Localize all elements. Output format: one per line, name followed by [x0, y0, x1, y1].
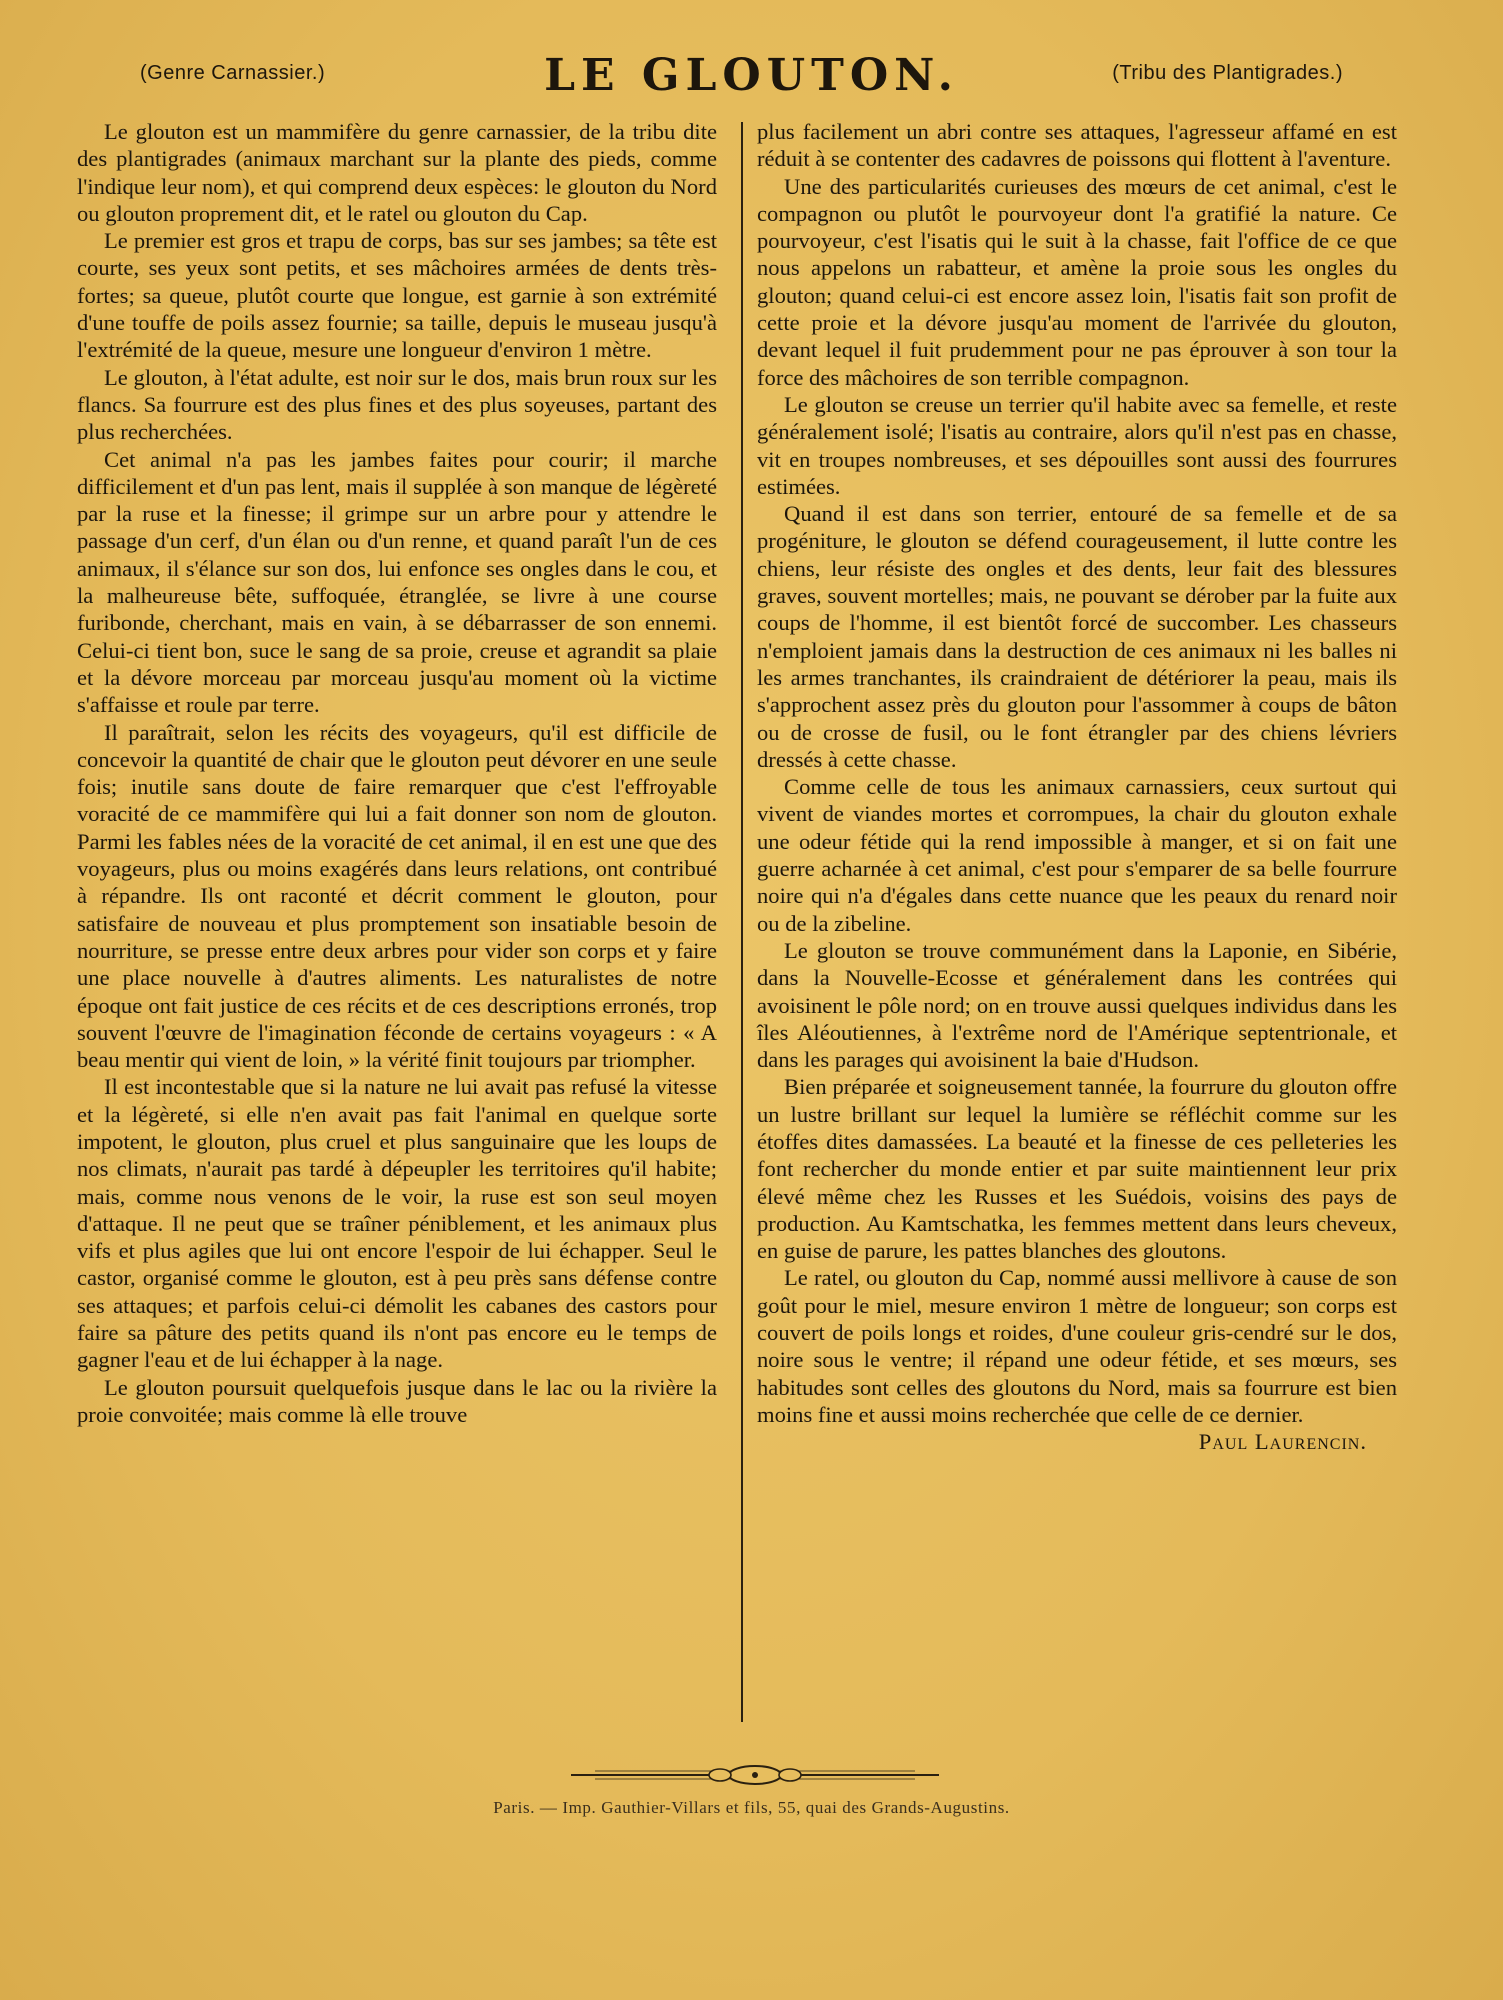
left-column — [77, 118, 717, 1428]
paragraph: Le premier est gros et trapu de corps, bas sur ses jambes; sa tête est courte, ses yeux sont petits, et ses mâchoires armées de dents très-fortes; sa queue, plutôt courte que longue, est garnie à son extrémité d'une touffe de poils assez fournie; sa taille, depuis le museau jusqu'à l'extrémité de la queue, mesure une longueur d'environ 1 mètre. — [77, 228, 717, 363]
imprint-line: Paris. — Imp. Gauthier-Villars et fils, 55, quai des Grands-Augustins. — [493, 1798, 1010, 1817]
paragraph: Le glouton se trouve communément dans la Laponie, en Sibérie, dans la Nouvelle-Ecosse et généralement dans les contrées qui avoisinent le pôle nord; on en trouve aussi quelques individus dans les îles Aléoutiennes, à l'extrême nord de l'Amérique septentrionale, et dans les parages qui avoisinent la baie d'Hudson. — [757, 937, 1397, 1073]
tribu-label: (Tribu des Plantigrades.) — [1112, 62, 1343, 84]
page-title: LE GLOUTON. — [544, 50, 959, 101]
paragraph: Comme celle de tous les animaux carnassiers, ceux surtout qui vivent de viandes mortes et corrompues, la chair du glouton exhale une odeur fétide qui la rend impossible à manger, et si on fait une guerre acharnée à cet animal, c'est pour s'emparer de sa belle fourrure noire qui n'a d'égales dans cette nuance que les peaux du renard noir ou de la zibeline. — [757, 774, 1397, 936]
paragraph — [757, 1264, 1397, 1455]
right-column — [757, 118, 1397, 1456]
paragraph: Le glouton se creuse un terrier qu'il habite avec sa femelle, et reste généralement isolé; l'isatis au contraire, alors qu'il n'est pas en chasse, vit en troupes nombreuses, et ses dépouilles sont aussi des fourrures estimées. — [757, 391, 1397, 499]
paragraph: Le glouton est un mammifère du genre carnassier, de la tribu dite des plantigrades (animaux marchant sur la plante des pieds, comme l'indique leur nom), et qui comprend deux espèces: le glouton du Nord ou glouton proprement dit, et le ratel ou glouton du Cap. — [77, 119, 717, 226]
paragraph: Bien préparée et soigneusement tannée, la fourrure du glouton offre un lustre brillant sur lequel la lumière se réfléchit comme sur les étoffes dites damassées. La beauté et la finesse de ces pelleteries les font rechercher du monde entier et par suite maintiennent leur prix élevé même chez les Russes et les Suédois, voisins des pays de production. Au Kamtschatka, les femmes mettent dans leurs cheveux, en guise de parure, les pattes blanches des gloutons. — [757, 1074, 1397, 1264]
paragraph: plus facilement un abri contre ses attaques, l'agresseur affamé en est réduit à se contenter des cadavres de poissons qui flottent à l'aventure. — [757, 119, 1397, 172]
paragraph: Une des particularités curieuses des mœurs de cet animal, c'est le compagnon ou plutôt le pourvoyeur dont l'a gratifié la nature. Ce pourvoyeur, c'est l'isatis qui le suit à la chasse, fait l'office de ce que nous appelons un rabatteur, et amène la proie sous les ongles du glouton; quand celui-ci est encore assez loin, l'isatis fait son profit de cette proie et la dévore jusqu'au moment de l'arrivée du glouton, devant lequel il fuit prudemment pour ne pas éprouver à son tour la force des mâchoires de son terrible compagnon. — [757, 173, 1397, 390]
paragraph: Il paraîtrait, selon les récits des voyageurs, qu'il est difficile de concevoir la quantité de chair que le glouton peut dévorer en une seule fois; inutile sans doute de faire remarquer que c'est l'effroyable voracité de ce mammifère qui lui a fait donner son nom de glouton. Parmi les fables nées de la voracité de cet animal, il en est une que des voyageurs, plus ou moins exagérés dans leurs relations, ont contribué à répandre. Ils ont raconté et décrit comment le glouton, pour satisfaire de nouveau et plus promptement son insatiable besoin de nourriture, se presse entre deux arbres pour vider son corps et y faire une place nouvelle à d'autres aliments. Les naturalistes de notre époque ont fait justice de ces récits et de ces descriptions erronés, trop souvent l'œuvre de l'imagination féconde de certains voyageurs : « A beau mentir qui vient de loin, » la vérité finit toujours par triompher. — [77, 719, 717, 1073]
genre-label: (Genre Carnassier.) — [140, 62, 326, 84]
author-signature: Paul Laurencin. — [1198, 1429, 1367, 1455]
paragraph: Le glouton, à l'état adulte, est noir sur le dos, mais brun roux sur les flancs. Sa fourrure est des plus fines et des plus soyeuses, partant des plus recherchées. — [77, 364, 717, 445]
paragraph: Il est incontestable que si la nature ne lui avait pas refusé la vitesse et la légèreté, si elle n'en avait pas fait l'animal en quelque sorte impotent, le glouton, plus cruel et plus sanguinaire que les loups de nos climats, n'aurait pas tardé à dépeupler les territoires qu'il habite; mais, comme nous venons de le voir, la ruse est son seul moyen d'attaque. Il ne peut que se traîner péniblement, et les animaux plus vifs et plus agiles que lui ont encore l'espoir de lui échapper. Seul le castor, organisé comme le glouton, est à peu près sans défense contre ses attaques; et parfois celui-ci démolit les cabanes des castors pour faire sa pâture des petits quand ils n'ont pas encore eu le temps de gagner l'eau et de lui échapper à la nage. — [77, 1074, 717, 1373]
paragraph: Cet animal n'a pas les jambes faites pour courir; il marche difficilement et d'un pas lent, mais il supplée à son manque de légèreté par la ruse et la finesse; il grimpe sur un arbre pour y attendre le passage d'un cerf, d'un élan ou d'un renne, et quand paraît l'un de ces animaux, il s'élance sur son dos, lui enfonce ses ongles dans le cou, et la malheureuse bête, suffoquée, étranglée, se livre à une course furibonde, cherchant, mais en vain, à se débarrasser de son ennemi. Celui-ci tient bon, suce le sang de sa proie, creuse et agrandit sa plaie et la dévore morceau par morceau jusqu'au moment où la victime s'affaisse et roule par terre. — [77, 446, 717, 718]
paragraph: Le glouton poursuit quelquefois jusque dans le lac ou la rivière la proie convoitée; mais comme là elle trouve — [77, 1374, 717, 1427]
column-rule — [741, 122, 743, 1722]
last-paragraph-text: Le ratel, ou glouton du Cap, nommé aussi mellivore à cause de son goût pour le miel, mesure environ 1 mètre de longueur; son corps est couvert de poils longs et roides, d'une couleur gris-cendré sur le dos, noire sous le ventre; il répand une odeur fétide, et ses mœurs, ses habitudes sont celles des gloutons du Nord, mais sa fourrure est bien moins fine et aussi moins recherchée que celle de ce dernier. — [757, 1265, 1397, 1427]
paragraph: Quand il est dans son terrier, entouré de sa femelle et de sa progéniture, le glouton se défend courageusement, il lutte contre les chiens, leur résiste des ongles et des dents, leur fait des blessures graves, souvent mortelles; mais, ne pouvant se dérober par la fuite aux coups de l'homme, il est bientôt forcé de succomber. Les chasseurs n'emploient jamais dans la destruction de ces animaux ni les balles ni les armes tranchantes, ils craindraient de détériorer la peau, mais ils s'approchent assez près du glouton pour l'assommer à coups de bâton ou de crosse de fusil, ou le font étrangler par des chiens lévriers dressés à cette chasse. — [757, 501, 1397, 772]
ornament-divider — [565, 1762, 945, 1788]
